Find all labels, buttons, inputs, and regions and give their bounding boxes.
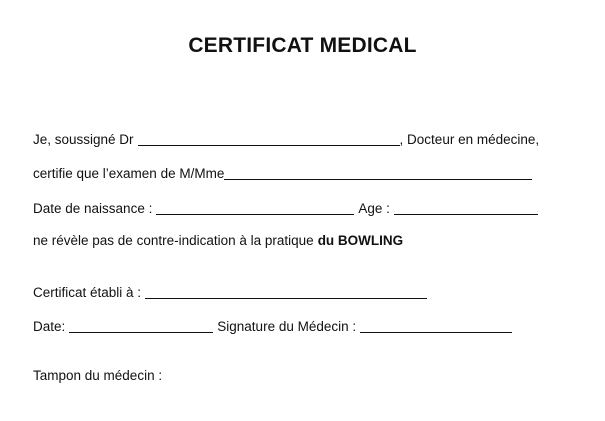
location-label: Certificat établi à : <box>33 285 142 300</box>
sport-name: du BOWLING <box>317 233 404 248</box>
location-line <box>33 284 431 300</box>
contraindication-line <box>33 233 403 248</box>
stamp-line <box>33 368 162 383</box>
doctor-name-blank[interactable] <box>138 133 400 146</box>
signature-blank[interactable] <box>360 320 512 333</box>
contraindication-text: ne révèle pas de contre-indication à la pratique <box>33 233 314 248</box>
doctor-line <box>33 131 539 147</box>
date-signature-line <box>33 318 516 334</box>
doctor-label: Je, soussigné Dr <box>33 132 134 147</box>
location-blank[interactable] <box>145 286 427 299</box>
patient-name-blank[interactable] <box>224 167 532 180</box>
date-blank[interactable] <box>69 320 213 333</box>
age-label: Age : <box>358 201 390 216</box>
patient-label: certifie que l’examen de M/Mme <box>33 166 225 181</box>
dob-blank[interactable] <box>156 202 354 215</box>
patient-line <box>33 165 536 181</box>
document-title: CERTIFICAT MEDICAL <box>188 34 417 57</box>
doctor-title-label: , Docteur en médecine, <box>399 132 540 147</box>
stamp-label: Tampon du médecin : <box>33 368 163 383</box>
dob-label: Date de naissance : <box>33 201 153 216</box>
date-label: Date: <box>33 319 66 334</box>
birth-age-line <box>33 200 542 216</box>
signature-label: Signature du Médecin : <box>217 319 357 334</box>
age-blank[interactable] <box>394 202 538 215</box>
